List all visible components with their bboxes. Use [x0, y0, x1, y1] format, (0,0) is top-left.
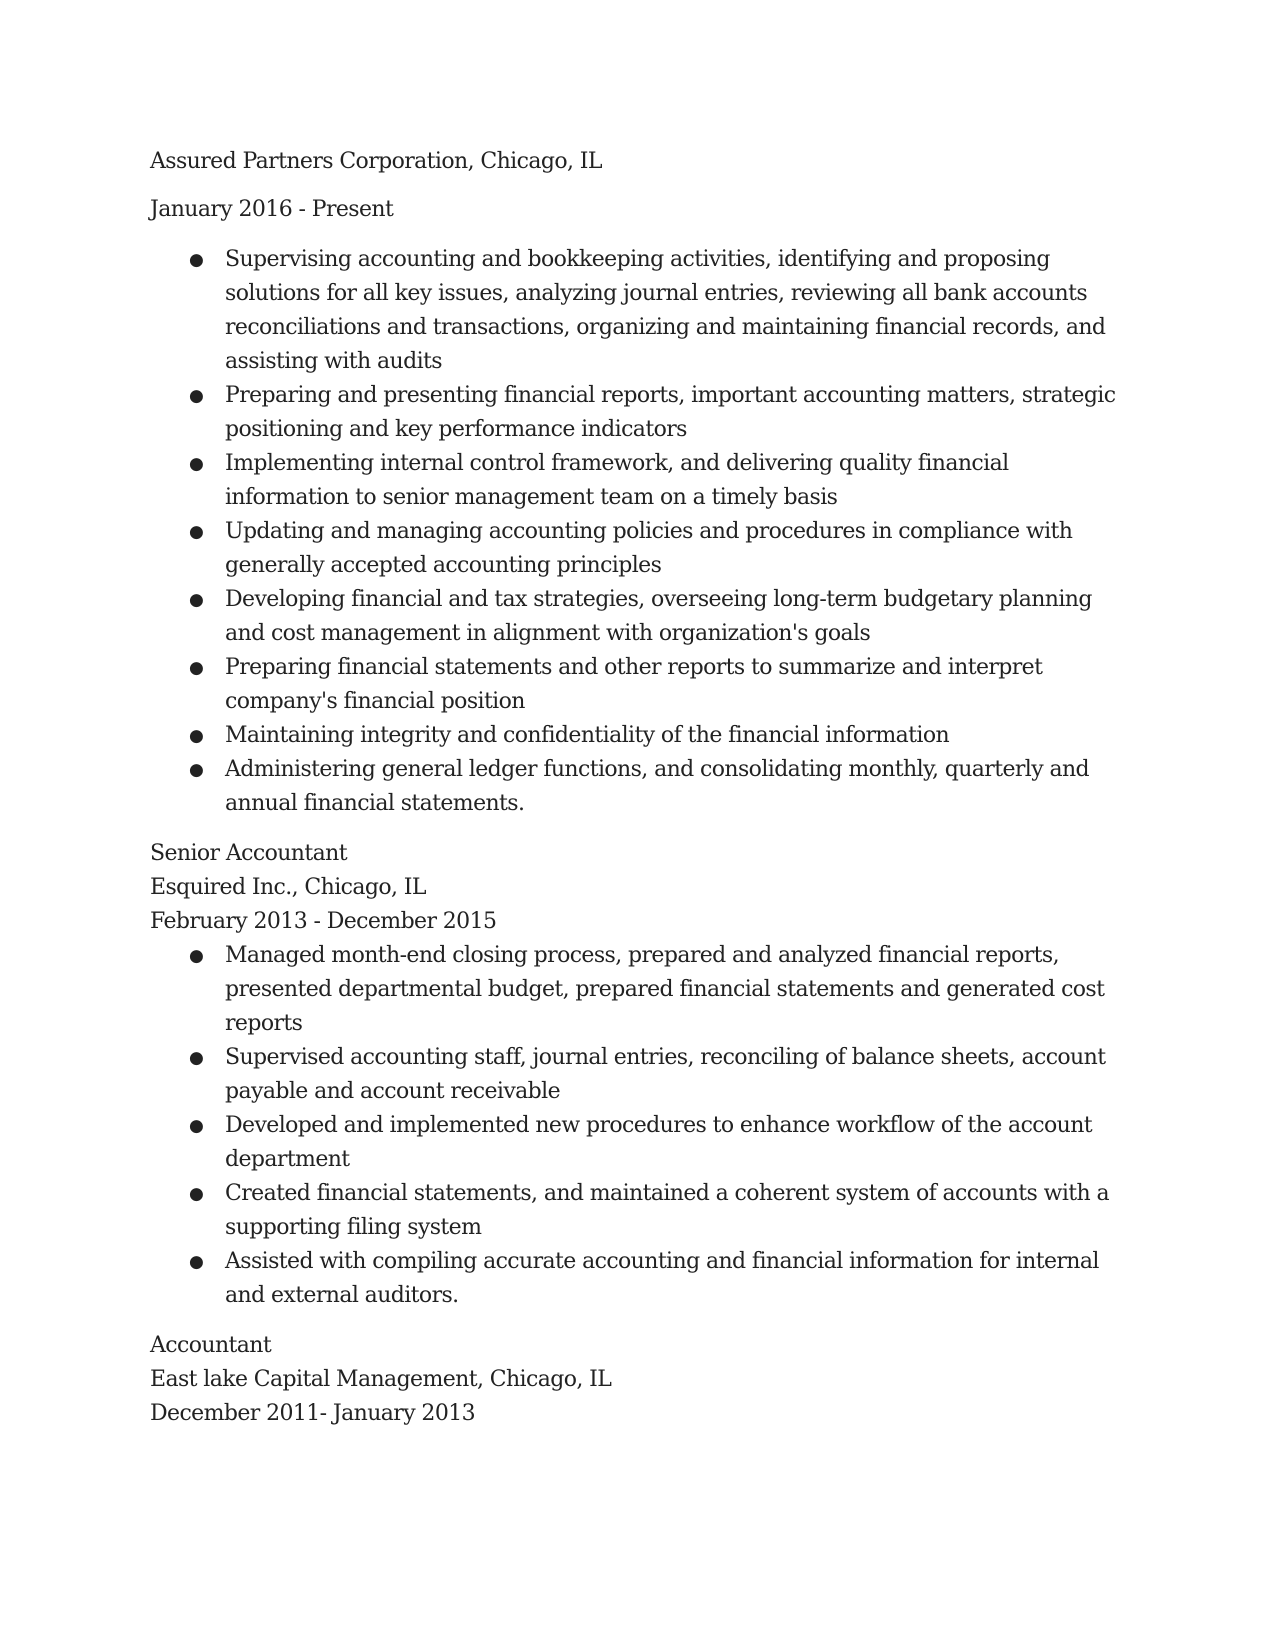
bullet-icon: ●	[189, 590, 204, 610]
list-item	[150, 753, 1130, 821]
list-item	[150, 1177, 1130, 1245]
list-item	[150, 379, 1130, 447]
job-duties-list	[150, 939, 1130, 1313]
duty-text: Updating and managing accounting policies and procedures in compliance with generally accepted accounting principles	[225, 519, 1073, 578]
job-title: Senior Accountant	[150, 841, 347, 866]
bullet-icon: ●	[189, 760, 204, 780]
job-duties-list	[150, 243, 1130, 821]
job-company: Esquired Inc., Chicago, IL	[150, 875, 426, 900]
bullet-icon: ●	[189, 1116, 204, 1136]
job-dates: December 2011- January 2013	[150, 1401, 476, 1426]
job-company: East lake Capital Management, Chicago, IL	[150, 1367, 612, 1392]
list-item	[150, 243, 1130, 379]
bullet-icon: ●	[189, 250, 204, 270]
list-item	[150, 447, 1130, 515]
duty-text: Assisted with compiling accurate accounting and financial information for internal and external auditors.	[225, 1249, 1099, 1308]
bullet-icon: ●	[189, 386, 204, 406]
bullet-icon: ●	[189, 1252, 204, 1272]
list-item	[150, 1109, 1130, 1177]
bullet-icon: ●	[189, 946, 204, 966]
bullet-icon: ●	[189, 1184, 204, 1204]
job-dates: January 2016 - Present	[150, 197, 394, 222]
bullet-icon: ●	[189, 1048, 204, 1068]
duty-text: Managed month-end closing process, prepared and analyzed financial reports, presented departmental budget, prepared financial statements and generated cost reports	[225, 943, 1105, 1036]
bullet-icon: ●	[189, 522, 204, 542]
duty-text: Implementing internal control framework, and delivering quality financial information to senior management team on a timely basis	[225, 451, 1009, 510]
list-item	[150, 1245, 1130, 1313]
duty-text: Supervising accounting and bookkeeping activities, identifying and proposing solutions for all key issues, analyzing journal entries, reviewing all bank accounts reconciliations and transactions, organizing and maintaining financial records, and assisting with audits	[225, 247, 1106, 374]
duty-text: Supervised accounting staff, journal entries, reconciling of balance sheets, account payable and account receivable	[225, 1045, 1106, 1104]
list-item	[150, 1041, 1130, 1109]
duty-text: Administering general ledger functions, and consolidating monthly, quarterly and annual financial statements.	[225, 757, 1090, 816]
job-dates: February 2013 - December 2015	[150, 909, 497, 934]
bullet-icon: ●	[189, 658, 204, 678]
duty-text: Maintaining integrity and confidentiality of the financial information	[225, 723, 950, 748]
duty-text: Developing financial and tax strategies, overseeing long-term budgetary planning and cost management in alignment with organization's goals	[225, 587, 1092, 646]
duty-text: Developed and implemented new procedures to enhance workflow of the account department	[225, 1113, 1093, 1172]
job-company: Assured Partners Corporation, Chicago, IL	[150, 149, 602, 174]
experience-section	[150, 145, 1130, 1431]
bullet-icon: ●	[189, 726, 204, 746]
job-title: Accountant	[150, 1333, 272, 1358]
bullet-icon: ●	[189, 454, 204, 474]
duty-text: Preparing and presenting financial reports, important accounting matters, strategic positioning and key performance indicators	[225, 383, 1116, 442]
list-item	[150, 515, 1130, 583]
list-item	[150, 719, 1130, 753]
list-item	[150, 651, 1130, 719]
list-item	[150, 939, 1130, 1041]
duty-text: Preparing financial statements and other reports to summarize and interpret company's financial position	[225, 655, 1043, 714]
duty-text: Created financial statements, and maintained a coherent system of accounts with a supporting filing system	[225, 1181, 1109, 1240]
list-item	[150, 583, 1130, 651]
